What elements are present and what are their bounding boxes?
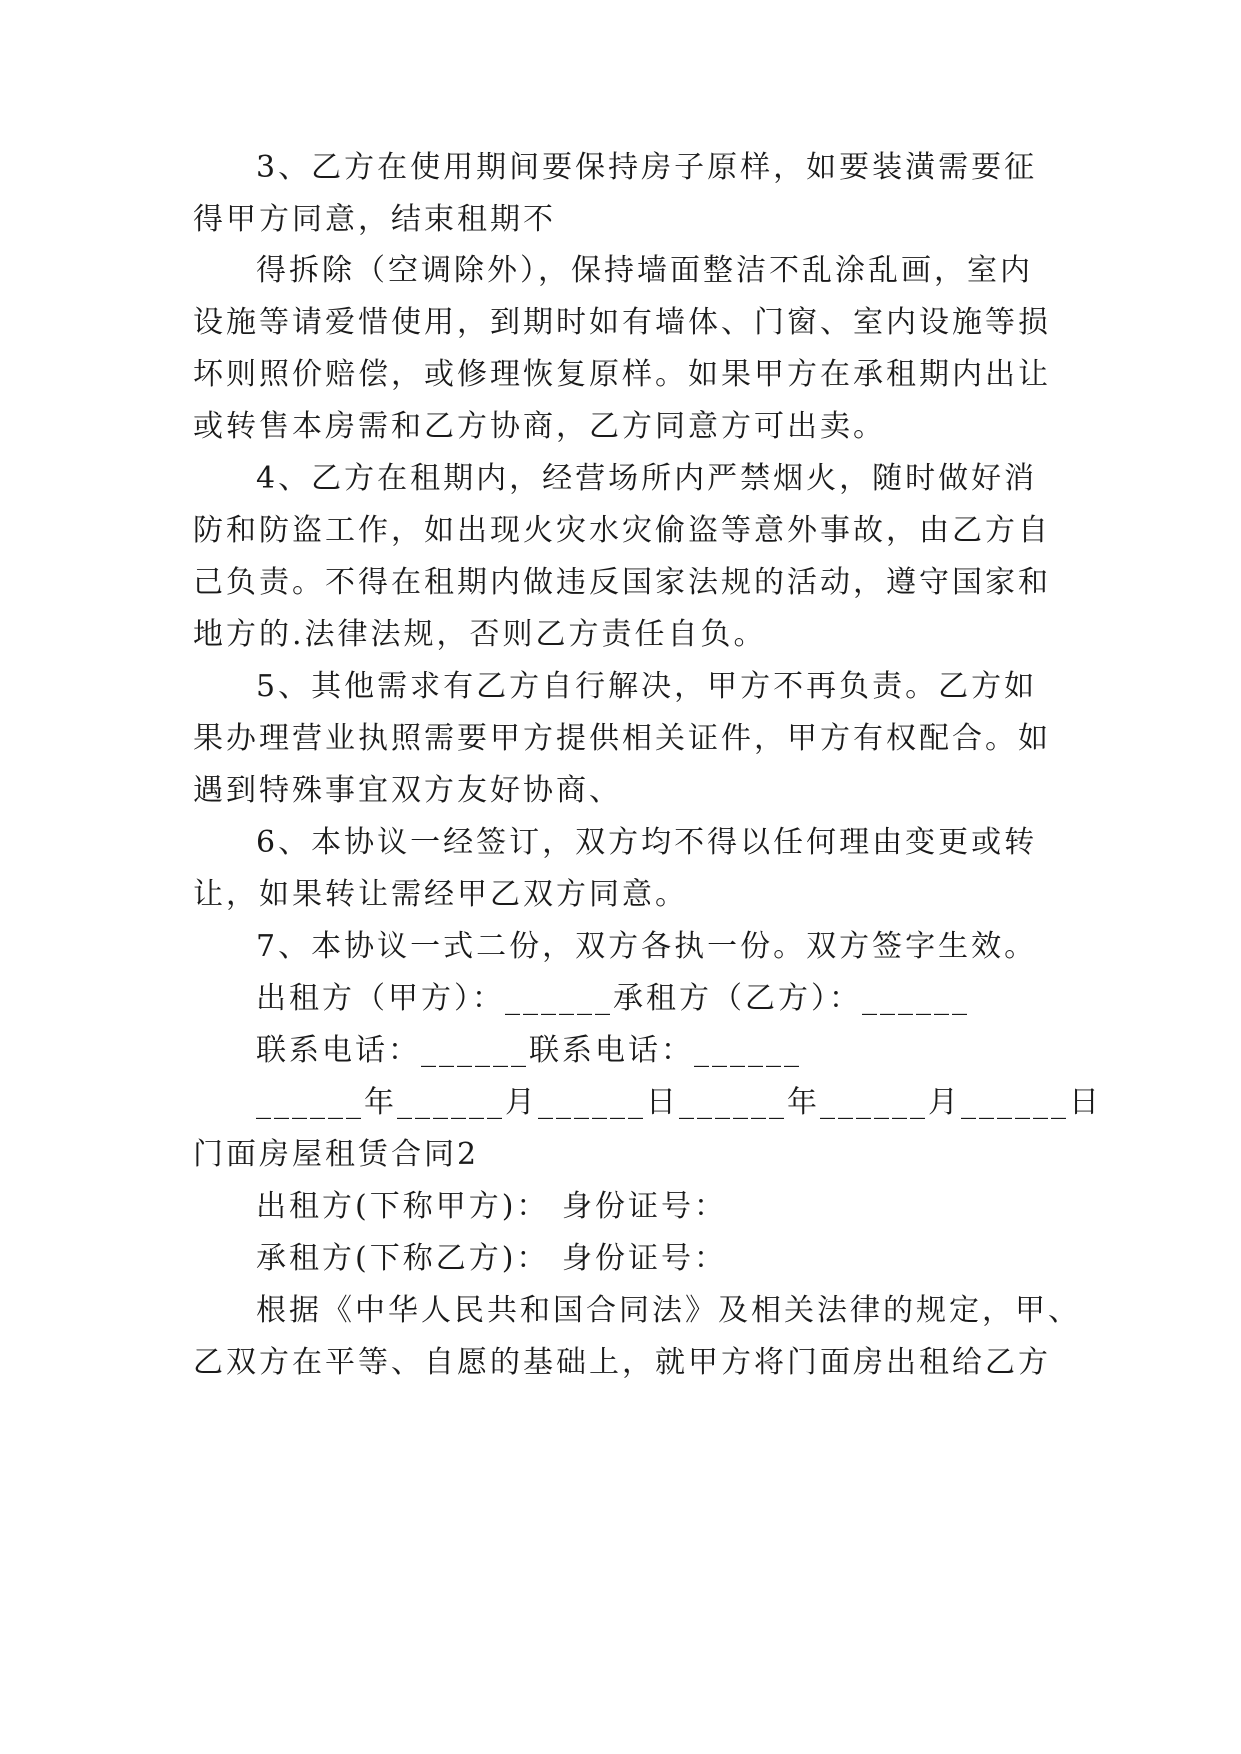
party-a-line: 出租方(下称甲方)： 身份证号： — [256, 1189, 727, 1224]
paragraph-line: 得拆除（空调除外），保持墙面整洁不乱涂乱画，室内 — [256, 253, 1033, 288]
paragraph-line: 得甲方同意，结束租期不 — [193, 202, 556, 237]
paragraph-line: 设施等请爱惜使用，到期时如有墙体、门窗、室内设施等损 — [193, 305, 1051, 340]
paragraph-line: 4、乙方在租期内，经营场所内严禁烟火，随时做好消 — [256, 461, 1038, 496]
paragraph-line: 果办理营业执照需要甲方提供相关证件，甲方有权配合。如 — [193, 721, 1051, 756]
section-title: 门面房屋租赁合同2 — [193, 1137, 480, 1172]
paragraph-line: 乙双方在平等、自愿的基础上，就甲方将门面房出租给乙方 — [193, 1345, 1051, 1380]
paragraph-line: 3、乙方在使用期间要保持房子原样，如要装潢需要征 — [256, 150, 1038, 185]
paragraph-line: 坏则照价赔偿，或修理恢复原样。如果甲方在承租期内出让 — [193, 357, 1051, 392]
paragraph-line: 让，如果转让需经甲乙双方同意。 — [193, 877, 688, 912]
paragraph-line: 或转售本房需和乙方协商，乙方同意方可出卖。 — [193, 409, 886, 444]
signature-line-parties: 出租方（甲方）：______承租方（乙方）：______ — [256, 981, 970, 1016]
party-b-line: 承租方(下称乙方)： 身份证号： — [256, 1241, 727, 1276]
paragraph-line: 防和防盗工作，如出现火灾水灾偷盗等意外事故，由乙方自 — [193, 513, 1051, 548]
signature-line-date: ______年______月______日______年______月______日 — [256, 1085, 1102, 1120]
paragraph-line: 6、本协议一经签订，双方均不得以任何理由变更或转 — [256, 825, 1038, 860]
paragraph-line: 5、其他需求有乙方自行解决，甲方不再负责。乙方如 — [256, 669, 1038, 704]
paragraph-line: 根据《中华人民共和国合同法》及相关法律的规定，甲、 — [256, 1293, 1081, 1328]
paragraph-line: 遇到特殊事宜双方友好协商、 — [193, 773, 622, 808]
paragraph-line: 地方的.法律法规，否则乙方责任自负。 — [193, 617, 767, 652]
paragraph-line: 己负责。不得在租期内做违反国家法规的活动，遵守国家和 — [193, 565, 1051, 600]
paragraph-line: 7、本协议一式二份，双方各执一份。双方签字生效。 — [256, 929, 1038, 964]
signature-line-phone: 联系电话：______联系电话：______ — [256, 1033, 802, 1068]
